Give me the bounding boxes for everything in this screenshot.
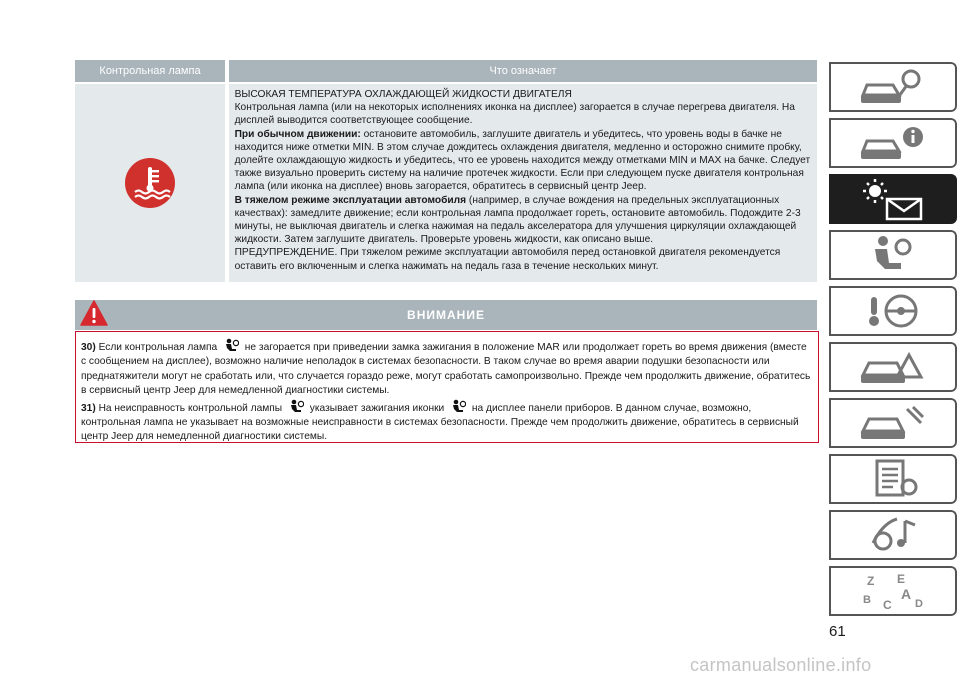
car-accident-icon (853, 345, 933, 389)
tab-car-info[interactable] (827, 116, 959, 170)
row-normal (235, 128, 811, 194)
airbag-warning-icon (450, 399, 466, 415)
item-text: на дисплее панели приборов. В данном случае, возможно, контрольная лампа не указывает на возможные неисправности в системах безопасности. Прежде чем продолжить движение, обратитесь в сервисный центр Jeep для немедленной диагностики системы. (81, 402, 799, 443)
warning-light-message-icon (853, 177, 933, 221)
alphabet-index-icon (853, 569, 933, 613)
warning-item-31 (81, 399, 813, 445)
tab-maintenance[interactable] (827, 396, 959, 450)
tab-warning-lights[interactable] (827, 172, 959, 226)
svg-text:A: A (901, 586, 912, 602)
row-caution: ПРЕДУПРЕЖДЕНИЕ. При тяжелом режиме эксплуатации автомобиля перед остановкой двигателя рекомендуется оставить его включенным и слегка нажимать на педаль газа в течение нескольких минут. (234, 247, 781, 272)
warning-title: ВНИМАНИЕ (407, 308, 485, 322)
car-info-icon (853, 121, 933, 165)
item-text: Если контрольная лампа (95, 342, 220, 353)
item-number: 31) (81, 402, 96, 414)
item-number: 30) (81, 342, 96, 353)
table-row (75, 84, 817, 282)
item-text: указывает зажигания иконки (306, 402, 448, 414)
warning-header (75, 300, 817, 330)
row-intro: Контрольная лампа (или на некоторых исполнениях иконка на дисплее) загорается в случае перегрева двигателя. На дисплей выводится соответствующее сообщение. (234, 102, 795, 127)
car-service-icon (853, 401, 933, 445)
meaning-cell (229, 84, 817, 282)
col-header-lamp: Контрольная лампа (75, 60, 225, 82)
multimedia-icon (853, 513, 933, 557)
airbag-warning-icon (288, 399, 304, 415)
document-list-icon (853, 457, 933, 501)
svg-text:C: C (883, 598, 892, 612)
item-text: На неисправность контрольной лампы (95, 402, 285, 414)
svg-text:Z: Z (867, 574, 875, 588)
normal-label: При обычном движении: (234, 128, 361, 140)
table-header (75, 60, 817, 82)
heavy-text: (например, в случае вождения на предельных эксплуатационных качествах): замедлите движение; если контрольная лампа продолжает гореть, остановите автомобиль. Подождите 2-3 минуты, не выключая двигатель и слегка нажимая на педаль акселератора для улучшения циркуляции охлаждающей жидкости. Затем заглушите двигатель. Проверьте уровень жидкости, как описано выше. (234, 194, 801, 246)
tab-multimedia[interactable] (827, 508, 959, 562)
tab-index[interactable] (827, 564, 959, 618)
col-header-meaning: Что означает (229, 60, 817, 82)
lamp-cell (75, 84, 225, 282)
item-text: не загорается при приведении замка зажигания в положение MAR или продолжает гореть во время движения (вместе с сообщением на дисплее), возможно наличие неполадок в системах безопасности. В таком случае во время аварии подушки безопасности или преднатяжители могут не сработать или, что случается гораздо реже, могут сработать самопроизвольно. Прежде чем продолжить движение, обратитесь в сервисный центр Jeep для немедленной диагностики системы. (81, 342, 811, 397)
warning-box (75, 331, 819, 443)
steering-wheel-icon (853, 289, 933, 333)
row-heavy (235, 194, 811, 247)
heavy-label: В тяжелом режиме эксплуатации автомобиля (234, 194, 467, 206)
coolant-temperature-icon (124, 157, 176, 209)
watermark: carmanualsonline.info (690, 655, 872, 675)
tab-car-key[interactable] (827, 60, 959, 114)
svg-text:D: D (915, 598, 923, 610)
car-key-icon (853, 65, 933, 109)
normal-text: остановите автомобиль, заглушите двигатель и убедитесь, что уровень воды в бачке не находится ниже отметки MIN. В этом случае дождитесь охлаждения двигателя, медленно и осторожно снимите пробку, долейте охлаждающую жидкость и убедитесь, что ее уровень находится между отметками MIN и MAX на бачке. Следует также визуально проверить систему на наличие протечек жидкости. Если при следующем пуске двигателя контрольная лампа (или иконка на дисплее) вновь загорается, обратитесь в сервисный центр Jeep. (234, 128, 811, 193)
svg-text:E: E (897, 572, 906, 586)
warning-item-30 (81, 338, 813, 399)
tab-technical-data[interactable] (827, 452, 959, 506)
svg-text:B: B (863, 594, 871, 606)
page-number: 61 (829, 623, 846, 640)
row-heading: ВЫСОКАЯ ТЕМПЕРАТУРА ОХЛАЖДАЮЩЕЙ ЖИДКОСТИ ДВИГАТЕЛЯ (234, 89, 572, 100)
tab-driving[interactable] (827, 284, 959, 338)
tab-emergency[interactable] (827, 340, 959, 394)
airbag-seat-icon (853, 233, 933, 277)
airbag-warning-icon (223, 338, 239, 354)
tab-safety[interactable] (827, 228, 959, 282)
